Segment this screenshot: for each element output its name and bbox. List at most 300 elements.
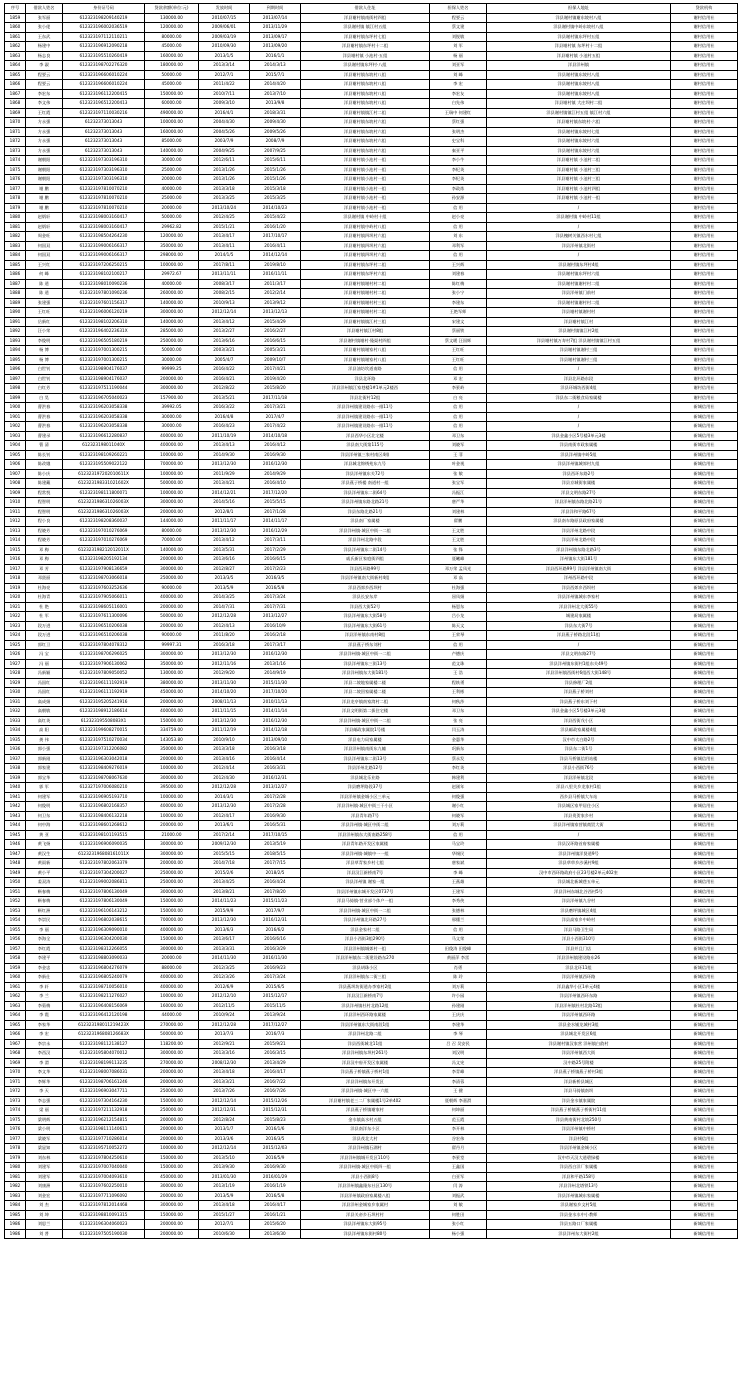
row-index-cell: 1914 xyxy=(5,536,26,546)
row-index-cell: 1931 xyxy=(5,697,26,707)
guarantor-address-cell: 洋县洋州镇门前村 xyxy=(487,289,671,299)
table-row xyxy=(5,422,738,432)
borrower-address-cell: 洋县谢村镇四坝村六组 xyxy=(301,241,430,251)
row-index-cell: 1885 xyxy=(5,260,26,270)
issue-date-cell: 2015/9/9 xyxy=(199,906,250,916)
table-row xyxy=(5,764,738,774)
lender-cell: 新城信用社 xyxy=(671,593,738,603)
lender-cell: 新城信用社 xyxy=(671,1039,738,1049)
lender-cell: 谢村信用社 xyxy=(671,127,738,137)
loan-balance-cell: 250000.00 xyxy=(145,1106,199,1116)
table-row xyxy=(5,146,738,156)
due-date-cell: 2016/5/9 xyxy=(250,1153,301,1163)
due-date-cell: 2016/01/29 xyxy=(250,1172,301,1182)
loan-table xyxy=(4,3,738,1239)
guarantor-address-cell: 洋县并且门店 xyxy=(487,944,671,954)
due-date-cell: 2015/3/25 xyxy=(250,194,301,204)
issue-date-cell: 2012/8/1 xyxy=(199,507,250,517)
guarantor-name-cell: 许小园 xyxy=(430,992,487,1002)
borrower-address-cell: 洋县西街城北11组 xyxy=(301,1039,430,1049)
id-number-cell: 612323198111800071 xyxy=(63,488,145,498)
lender-cell: 谢村信用社 xyxy=(671,61,738,71)
issue-date-cell: 2013/5/31 xyxy=(199,545,250,555)
borrower-address-cell: 洋县谢村镇南街村四组 xyxy=(301,13,430,23)
id-number-cell: 612323196505180219 xyxy=(63,336,145,346)
borrower-name-cell: 方永强 xyxy=(26,137,63,147)
guarantor-address-cell: / xyxy=(487,830,671,840)
id-number-cell: 612323196111192919 xyxy=(63,678,145,688)
guarantor-address-cell: 洋县洋州镇西街村6组西大街148号 xyxy=(487,669,671,679)
id-number-cell: 612323196111192919 xyxy=(63,688,145,698)
issue-date-cell: 2012/12/10 xyxy=(199,992,250,1002)
lender-cell: 谢村信用社 xyxy=(671,289,738,299)
guarantor-address-cell: / xyxy=(487,222,671,232)
row-index-cell: 1942 xyxy=(5,802,26,812)
due-date-cell: 2015/4/29 xyxy=(250,317,301,327)
guarantor-name-cell: 金惠华 xyxy=(430,735,487,745)
borrower-address-cell: 洋县北环路 xyxy=(301,374,430,384)
row-index-cell: 1863 xyxy=(5,51,26,61)
lender-cell: 谢村信用社 xyxy=(671,89,738,99)
borrower-address-cell: 洋县洋州镇石湖村 xyxy=(301,1144,430,1154)
row-index-cell: 1929 xyxy=(5,678,26,688)
issue-date-cell: 2014/3/25 xyxy=(199,593,250,603)
table-row xyxy=(5,346,738,356)
table-row xyxy=(5,270,738,280)
id-number-cell: 612323197110030216 xyxy=(63,108,145,118)
guarantor-name-cell: 史宝科 xyxy=(430,137,487,147)
due-date-cell: 2016/11/11 xyxy=(250,270,301,280)
loan-balance-cell: 140000.00 xyxy=(145,545,199,555)
loan-balance-cell: 300000.00 xyxy=(145,840,199,850)
guarantor-name-cell: 蔡文暖 汪国辉 xyxy=(430,336,487,346)
id-number-cell: 612323197611300096 xyxy=(63,612,145,622)
lender-cell: 谢村信用社 xyxy=(671,118,738,128)
due-date-cell: 2016/9/23 xyxy=(250,963,301,973)
issue-date-cell: 2013/4/16 xyxy=(199,754,250,764)
row-index-cell: 1913 xyxy=(5,526,26,536)
issue-date-cell: 2013/3/21 xyxy=(199,1077,250,1087)
lender-cell: 新城信用社 xyxy=(671,555,738,565)
lender-cell: 新城信用社 xyxy=(671,659,738,669)
guarantor-name-cell: 赵刚年 xyxy=(430,783,487,793)
loan-balance-cell: 490000.00 xyxy=(145,108,199,118)
lender-cell: 新城信用社 xyxy=(671,650,738,660)
issue-date-cell: 2013/3/14 xyxy=(199,61,250,71)
guarantor-name-cell: 信 用 xyxy=(430,412,487,422)
id-number-cell: 61232319640223631X xyxy=(63,327,145,337)
table-row xyxy=(5,992,738,1002)
lender-cell: 谢村信用社 xyxy=(671,251,738,261)
borrower-name-cell: 王红旺 xyxy=(26,308,63,318)
row-index-cell: 1900 xyxy=(5,403,26,413)
table-row xyxy=(5,1068,738,1078)
id-number-cell: 612323197304200027 xyxy=(63,868,145,878)
lender-cell: 新城信用社 xyxy=(671,802,738,812)
borrower-address-cell: 洋县邮政家属院1号楼 xyxy=(301,726,430,736)
table-row xyxy=(5,916,738,926)
due-date-cell: 2018/5/15 xyxy=(250,849,301,859)
borrower-name-cell: 程智明 xyxy=(26,498,63,508)
due-date-cell: 2016/9/30 xyxy=(250,811,301,821)
table-row xyxy=(5,1220,738,1230)
loan-balance-cell: 30000.00 xyxy=(145,355,199,365)
id-number-cell: 612323197505190030 xyxy=(63,1229,145,1239)
id-number-cell: 612323198703066018 xyxy=(63,574,145,584)
borrower-name-cell: 李文华 xyxy=(26,1068,63,1078)
issue-date-cell: 2012/8/24 xyxy=(199,1115,250,1125)
table-row xyxy=(5,23,738,33)
borrower-name-cell: 张军丽 xyxy=(26,13,63,23)
guarantor-address-cell: 洋县环城坊西街4组 xyxy=(487,384,671,394)
table-row xyxy=(5,222,738,232)
guarantor-name-cell: 李清蓉 xyxy=(430,1077,487,1087)
due-date-cell: 2013/9/12 xyxy=(250,298,301,308)
due-date-cell: 2014/11/14 xyxy=(250,707,301,717)
issue-date-cell: 2012/3/26 xyxy=(199,973,250,983)
borrower-name-cell: 陈 道 xyxy=(26,279,63,289)
due-date-cell: 2013/09/10 xyxy=(250,735,301,745)
borrower-address-cell: 洋县洋州镇杜村北路12组 xyxy=(301,1001,430,1011)
due-date-cell: 2017/4/7 xyxy=(250,412,301,422)
lender-cell: 新城信用社 xyxy=(671,716,738,726)
due-date-cell: 2016/12/31 xyxy=(250,916,301,926)
id-number-cell: 612323196203058338 xyxy=(63,422,145,432)
id-number-cell: 612323197004093610 xyxy=(63,1172,145,1182)
table-row xyxy=(5,555,738,565)
table-row xyxy=(5,1001,738,1011)
row-index-cell: 1978 xyxy=(5,1144,26,1154)
guarantor-name-cell: 信 用 xyxy=(430,365,487,375)
due-date-cell: 2016/12/29 xyxy=(250,526,301,536)
row-index-cell: 1935 xyxy=(5,735,26,745)
guarantor-address-cell: 洋县北环路东段 xyxy=(487,374,671,384)
row-index-cell: 1965 xyxy=(5,1020,26,1030)
guarantor-address-cell: 洋县谢村镇东坡村·六组 xyxy=(487,118,671,128)
row-index-cell: 1916 xyxy=(5,555,26,565)
id-number-cell: 612323197312206082 xyxy=(63,745,145,755)
lender-cell: 新城信用社 xyxy=(671,707,738,717)
row-index-cell: 1953 xyxy=(5,906,26,916)
borrower-name-cell: 李宏东 xyxy=(26,89,63,99)
borrower-name-cell: 杨建中 xyxy=(26,42,63,52)
lender-cell: 新城信用社 xyxy=(671,536,738,546)
id-number-cell: 612323198011219423X xyxy=(63,1020,145,1030)
borrower-name-cell: 刘 杰 xyxy=(26,1201,63,1211)
guarantor-name-cell: 杨恩东 xyxy=(430,602,487,612)
table-row xyxy=(5,1106,738,1116)
col-header-id-number: 身份证号码 xyxy=(63,4,145,14)
due-date-cell: 2015/6/11 xyxy=(250,156,301,166)
guarantor-name-cell: 刘汉明 xyxy=(430,1049,487,1059)
lender-cell: 谢村信用社 xyxy=(671,336,738,346)
guarantor-address-cell: 洋县北环11组 xyxy=(487,963,671,973)
issue-date-cell: 2013/7/3 xyxy=(199,1030,250,1040)
borrower-name-cell: 曹 清 xyxy=(26,441,63,451)
col-header-loan-balance: 贷款余额(单位:元) xyxy=(145,4,199,14)
due-date-cell: 2016/5/31 xyxy=(250,821,301,831)
row-index-cell: 1974 xyxy=(5,1106,26,1116)
borrower-address-cell: 洋县汉江新桥南7号 xyxy=(301,868,430,878)
borrower-address-cell: 洋县谢村镇 中岭村十组 xyxy=(301,213,430,223)
loan-balance-cell: 400000.00 xyxy=(145,707,199,717)
issue-date-cell: 2013/4/17 xyxy=(199,232,250,242)
issue-date-cell: 2013/10/24 xyxy=(199,203,250,213)
guarantor-name-cell: 刘锐敏 xyxy=(430,32,487,42)
guarantor-name-cell: 华锡民 xyxy=(430,849,487,859)
borrower-name-cell: 王兴红 xyxy=(26,260,63,270)
table-row xyxy=(5,327,738,337)
loan-balance-cell: 298000.00 xyxy=(145,251,199,261)
borrower-address-cell: 洋县燕子桥镇谢家村 xyxy=(301,1106,430,1116)
loan-balance-cell: 200000.00 xyxy=(145,555,199,565)
due-date-cell: 2015/8/20 xyxy=(250,384,301,394)
lender-cell: 谢村信用社 xyxy=(671,327,738,337)
lender-cell: 谢村信用社 xyxy=(671,175,738,185)
row-index-cell: 1921 xyxy=(5,602,26,612)
borrower-name-cell: 李 渭 xyxy=(26,1058,63,1068)
borrower-name-cell: 龚 伟 xyxy=(26,735,63,745)
guarantor-address-cell: / xyxy=(487,403,671,413)
due-date-cell: 2007/9/25 xyxy=(250,146,301,156)
guarantor-name-cell: 孙建刚 xyxy=(430,1001,487,1011)
table-row xyxy=(5,574,738,584)
issue-date-cell: 2004/9/25 xyxy=(199,146,250,156)
due-date-cell: 2016/1/19 xyxy=(250,1182,301,1192)
borrower-name-cell: 李辉华 xyxy=(26,1077,63,1087)
row-index-cell: 1889 xyxy=(5,298,26,308)
due-date-cell: 2015/9/21 xyxy=(250,1039,301,1049)
id-number-cell: 612323197710286014 xyxy=(63,1134,145,1144)
lender-cell: 新城信用社 xyxy=(671,1172,738,1182)
due-date-cell: 2018/2/5 xyxy=(250,868,301,878)
id-number-cell: 612323198011040X xyxy=(63,441,145,451)
lender-cell: 新城信用社 xyxy=(671,431,738,441)
due-date-cell: 2016/6/15 xyxy=(250,336,301,346)
issue-date-cell: 2010/6/30 xyxy=(199,1229,250,1239)
row-index-cell: 1939 xyxy=(5,773,26,783)
id-number-cell: 612323196510206038 xyxy=(63,621,145,631)
issue-date-cell: 2013/5/9 xyxy=(199,1191,250,1201)
row-index-cell: 1882 xyxy=(5,232,26,242)
due-date-cell: 2017/2/29 xyxy=(250,545,301,555)
id-number-cell: 612323197804250610 xyxy=(63,1153,145,1163)
borrower-address-cell: 洋县谢村镇东坪村六组 xyxy=(301,270,430,280)
guarantor-address-cell: / xyxy=(487,412,671,422)
loan-balance-cell: 300000.00 xyxy=(145,308,199,318)
table-row xyxy=(5,175,738,185)
issue-date-cell: 2013/5/9 xyxy=(199,583,250,593)
lender-cell: 新城信用社 xyxy=(671,735,738,745)
borrower-name-cell: 谢朝阳 xyxy=(26,165,63,175)
due-date-cell: 2015/12/26 xyxy=(250,1096,301,1106)
borrower-name-cell: 李 宏 xyxy=(26,1030,63,1040)
table-row xyxy=(5,13,738,23)
row-index-cell: 1891 xyxy=(5,317,26,327)
guarantor-address-cell: 洋县黄南街村北坡250号 xyxy=(487,1115,671,1125)
guarantor-name-cell: 王建军 xyxy=(430,887,487,897)
issue-date-cell: 2014/7/18 xyxy=(199,859,250,869)
loan-balance-cell: 200000.00 xyxy=(145,1229,199,1239)
row-index-cell: 1862 xyxy=(5,42,26,52)
loan-balance-cell: 20000.00 xyxy=(145,954,199,964)
due-date-cell: 2013/07/14 xyxy=(250,13,301,23)
row-index-cell: 1933 xyxy=(5,716,26,726)
borrower-name-cell: 冯新颖 xyxy=(26,669,63,679)
table-row xyxy=(5,403,738,413)
due-date-cell: 2017/2/28 xyxy=(250,792,301,802)
borrower-address-cell: 洋县洋州镇东关72号 xyxy=(301,469,430,479)
guarantor-address-cell: 汉中路25号附楼 xyxy=(487,1058,671,1068)
due-date-cell: 2013/9/24 xyxy=(250,1011,301,1021)
issue-date-cell: 2013/3/18 xyxy=(199,745,250,755)
row-index-cell: 1983 xyxy=(5,1191,26,1201)
table-row xyxy=(5,203,738,213)
borrower-name-cell: 谢 鹏 xyxy=(26,194,63,204)
borrower-name-cell: 靳红洲 xyxy=(26,906,63,916)
id-number-cell: 612323197303196310 xyxy=(63,175,145,185)
issue-date-cell: 2016/3/22 xyxy=(199,403,250,413)
borrower-name-cell: 刘康洲 xyxy=(26,1182,63,1192)
table-row xyxy=(5,621,738,631)
guarantor-name-cell: 黄丽萍 李雷 xyxy=(430,954,487,964)
guarantor-address-cell: 洋县金水水中小教师 xyxy=(487,1210,671,1220)
loan-balance-cell: 150000.00 xyxy=(145,1163,199,1173)
issue-date-cell: 2011/8/20 xyxy=(199,631,250,641)
issue-date-cell: 2010/9/13 xyxy=(199,298,250,308)
lender-cell: 新城信用社 xyxy=(671,906,738,916)
table-row xyxy=(5,165,738,175)
id-number-cell: 612323197007040040 xyxy=(63,1163,145,1173)
issue-date-cell: 2012/6/9 xyxy=(199,982,250,992)
due-date-cell: 2016/3/5 xyxy=(250,574,301,584)
guarantor-address-cell: 洋县洋州镇西环路 xyxy=(487,973,671,983)
row-index-cell: 1860 xyxy=(5,23,26,33)
guarantor-address-cell: 洋县燕子桥路北段11组 xyxy=(487,631,671,641)
guarantor-name-cell: 王利彬 xyxy=(430,688,487,698)
guarantor-name-cell: 李红英 xyxy=(430,764,487,774)
guarantor-name-cell: 王 浩 xyxy=(430,669,487,679)
table-row xyxy=(5,906,738,916)
id-number-cell: 612323195710052272 xyxy=(63,1144,145,1154)
id-number-cell: 612323198111140611 xyxy=(63,1125,145,1135)
issue-date-cell: 2013/6/3 xyxy=(199,925,250,935)
borrower-address-cell: 洋县谢村镇小池村一组 xyxy=(301,194,430,204)
lender-cell: 新城信用社 xyxy=(671,602,738,612)
id-number-cell: 612323196705040023 xyxy=(63,393,145,403)
id-number-cell: 612323198631026003X xyxy=(63,507,145,517)
loan-balance-cell: 45000.00 xyxy=(145,42,199,52)
guarantor-address-cell: 洋县谢村镇东坡村七组 xyxy=(487,127,671,137)
lender-cell: 新城信用社 xyxy=(671,992,738,1002)
row-index-cell: 1923 xyxy=(5,621,26,631)
guarantor-address-cell: 洋县谢村镇谢村村二组 xyxy=(487,298,671,308)
guarantor-name-cell: 刘 东 xyxy=(430,232,487,242)
row-index-cell: 1967 xyxy=(5,1039,26,1049)
table-row xyxy=(5,51,738,61)
issue-date-cell: 2013/12/30 xyxy=(199,650,250,660)
borrower-name-cell: 李 轩 xyxy=(26,982,63,992)
borrower-name-cell: 何卫东 xyxy=(26,811,63,821)
due-date-cell: 2017/7/15 xyxy=(250,859,301,869)
guarantor-name-cell: 王庆庆 xyxy=(430,1011,487,1021)
guarantor-name-cell: 叶金视 xyxy=(430,460,487,470)
guarantor-address-cell: 洋县洋州镇中桥村 xyxy=(487,1125,671,1135)
table-row xyxy=(5,602,738,612)
id-number-cell: 612323199006166317 xyxy=(63,241,145,251)
table-row xyxy=(5,868,738,878)
loan-balance-cell: 450000.00 xyxy=(145,688,199,698)
loan-balance-cell: 260000.00 xyxy=(145,289,199,299)
table-row xyxy=(5,840,738,850)
borrower-address-cell: 洋县城北锦绣苑东九号 xyxy=(301,460,430,470)
loan-balance-cell: 100000.00 xyxy=(145,450,199,460)
borrower-name-cell: 郭红卫 xyxy=(26,640,63,650)
guarantor-name-cell: 李青峰 xyxy=(430,1068,487,1078)
row-index-cell: 1986 xyxy=(5,1229,26,1239)
borrower-address-cell: 洋县谢村镇东坪村十二组 xyxy=(301,42,430,52)
loan-balance-cell: 150000.00 xyxy=(145,1210,199,1220)
id-number-cell: 612323198702276320 xyxy=(63,61,145,71)
borrower-address-cell: 洋县马骑镇·营业部个体户一组 xyxy=(301,897,430,907)
table-row xyxy=(5,612,738,622)
guarantor-address-cell: 洋县谢村镇谢村村二组 xyxy=(487,279,671,289)
guarantor-name-cell: 田俊涛 田俊峰 xyxy=(430,944,487,954)
borrower-name-cell: 杨 博 xyxy=(26,346,63,356)
due-date-cell: 2015/6/20 xyxy=(250,1220,301,1230)
table-row xyxy=(5,688,738,698)
due-date-cell: 2017/10/20 xyxy=(250,688,301,698)
borrower-address-cell: 洋县谢村镇江村8组 xyxy=(301,327,430,337)
row-index-cell: 1912 xyxy=(5,517,26,527)
table-row xyxy=(5,431,738,441)
issue-date-cell: 2014/3/1 xyxy=(199,792,250,802)
guarantor-address-cell: 洋县谢村镇汉家营 洋州镇白韵村 xyxy=(487,1039,671,1049)
table-row xyxy=(5,108,738,118)
borrower-name-cell: 高朝敏 xyxy=(26,707,63,717)
lender-cell: 新城信用社 xyxy=(671,1011,738,1021)
row-index-cell: 1915 xyxy=(5,545,26,555)
guarantor-address-cell: 汉中市太白路2号 xyxy=(487,735,671,745)
row-index-cell: 1926 xyxy=(5,650,26,660)
borrower-address-cell: 洋县洋州镇北环路27号 xyxy=(301,916,430,926)
guarantor-name-cell: 范文珠 xyxy=(430,659,487,669)
issue-date-cell: 2014/9/30 xyxy=(199,450,250,460)
guarantor-address-cell: 洋县谢村镇 小池村三组 xyxy=(487,165,671,175)
id-number-cell: 612323199006166317 xyxy=(63,251,145,261)
guarantor-address-cell: / xyxy=(487,640,671,650)
guarantor-name-cell: 吕 召 吴安民 xyxy=(430,1039,487,1049)
issue-date-cell: 2010/9/10 xyxy=(199,735,250,745)
id-number-cell: 612323197211132918 xyxy=(63,1106,145,1116)
guarantor-name-cell: 杨 丽 xyxy=(430,51,487,61)
issue-date-cell: 2012/9/21 xyxy=(199,1039,250,1049)
guarantor-address-cell: 洋县汉环路首府家属楼 xyxy=(487,840,671,850)
row-index-cell: 1971 xyxy=(5,1077,26,1087)
id-number-cell: 612323197510270034 xyxy=(63,735,145,745)
id-number-cell: 612323197810070210 xyxy=(63,203,145,213)
table-row xyxy=(5,982,738,992)
guarantor-name-cell: 唐严华 xyxy=(430,498,487,508)
table-row xyxy=(5,707,738,717)
borrower-name-cell: 程要云 xyxy=(26,70,63,80)
issue-date-cell: 2009/03/19 xyxy=(199,32,250,42)
id-number-cell: 612323196006120219 xyxy=(63,308,145,318)
lender-cell: 新城信用社 xyxy=(671,821,738,831)
id-number-cell: 612323198102100217 xyxy=(63,270,145,280)
issue-date-cell: 2012/4/17 xyxy=(199,811,250,821)
col-header-issue-date: 发放时间 xyxy=(199,4,250,14)
